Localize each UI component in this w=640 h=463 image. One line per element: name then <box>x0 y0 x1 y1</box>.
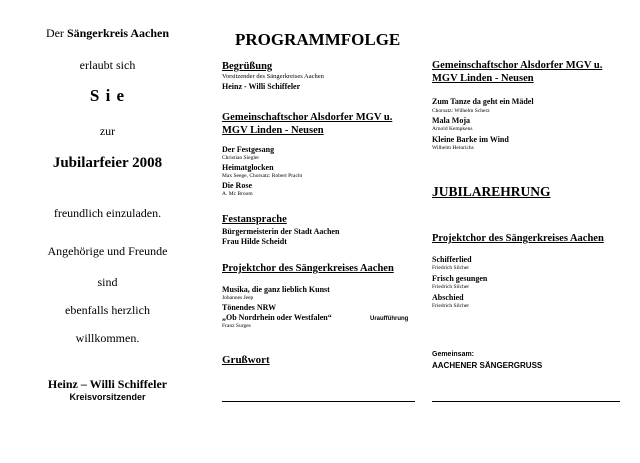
section-heading-choir-line-1: Gemeinschaftschor Alsdorfer MGV u. <box>222 112 393 123</box>
song-title: Musika, die ganz lieblich Kunst <box>222 285 330 294</box>
program-title: PROGRAMMFOLGE <box>235 30 401 49</box>
song-composer: Christian Siegler <box>222 155 260 161</box>
signature-role: Kreisvorsitzender <box>69 392 146 402</box>
festansprache-line-1: Bürgermeisterin der Stadt Aachen <box>222 227 340 236</box>
invitation-line-4: zur <box>99 124 116 138</box>
song-composer: Johannes Jeep <box>222 295 254 301</box>
invitation-event-title: Jubilarfeier 2008 <box>52 155 163 171</box>
song-composer: Franz Surges <box>222 323 251 329</box>
premiere-note: Uraufführung <box>370 316 409 322</box>
section-heading-choir-line-1: Gemeinschaftschor Alsdorfer MGV u. <box>432 60 603 71</box>
song-composer: Friedrich Silcher <box>432 303 470 309</box>
song-title: Kleine Barke im Wind <box>432 135 509 144</box>
song-title: Tönendes NRW <box>222 303 277 312</box>
song-title: Die Rose <box>222 181 252 190</box>
section-heading-choir-line-2: MGV Linden - Neusen <box>222 125 324 136</box>
song-title: Frisch gesungen <box>432 274 488 283</box>
divider-line <box>432 401 620 402</box>
song-composer: Arnold Kempkens <box>432 126 473 132</box>
section-heading-projektchor: Projektchor des Sängerkreises Aachen <box>432 233 604 244</box>
section-heading-choir-line-2: MGV Linden - Neusen <box>432 73 534 84</box>
song-title: Abschied <box>432 293 464 302</box>
invitation-line-7: Angehörige und Freunde <box>47 244 168 258</box>
song-composer: Max Seege, Chorsatz: Robert Pracht <box>222 173 303 179</box>
song-title: Zum Tanze da geht ein Mädel <box>432 97 534 106</box>
invitation-line-1: Der Sängerkreis Aachen <box>45 26 170 40</box>
song-composer: Friedrich Silcher <box>432 284 470 290</box>
invitation-line-9: ebenfalls herzlich <box>65 303 150 317</box>
song-composer: Chorsatz: Wilhelm Scherz <box>432 108 490 114</box>
invitation-line-2: erlaubt sich <box>79 58 136 72</box>
invitation-sie: S i e <box>89 86 126 105</box>
gemeinsam-song: AACHENER SÄNGERGRUSS <box>432 361 543 370</box>
gemeinsam-label: Gemeinsam: <box>432 351 475 358</box>
song-title: Heimatglocken <box>222 163 274 172</box>
song-composer: Friedrich Silcher <box>432 265 470 271</box>
invitation-line-6: freundlich einzuladen. <box>53 206 162 220</box>
begruessung-subtitle: Vorsitzender des Sängerkreises Aachen <box>222 73 324 80</box>
song-composer: A. Mc Broom <box>222 191 253 197</box>
festansprache-line-2: Frau Hilde Scheidt <box>222 237 287 246</box>
song-title: Schifferlied <box>432 255 472 264</box>
section-heading-projektchor: Projektchor des Sängerkreises Aachen <box>222 263 394 274</box>
section-heading-grusswort: Grußwort <box>222 354 270 366</box>
section-heading-jubilarehrung: JUBILAREHRUNG <box>432 184 551 199</box>
section-heading-festansprache: Festansprache <box>222 214 287 225</box>
song-title: „Ob Nordrhein oder Westfalen“ <box>222 313 332 322</box>
invitation-line-8: sind <box>97 275 118 289</box>
begruessung-name: Heinz - Willi Schiffeler <box>222 82 301 91</box>
song-title: Der Festgesang <box>222 145 275 154</box>
divider-line <box>222 401 415 402</box>
invitation-line-10: willkommen. <box>75 331 140 345</box>
song-composer: Wilhelm Heinrichs <box>432 145 474 151</box>
signature-name: Heinz – Willi Schiffeler <box>47 377 168 391</box>
song-title: Mala Moja <box>432 116 470 125</box>
section-heading-begruessung: Begrüßung <box>222 61 273 72</box>
